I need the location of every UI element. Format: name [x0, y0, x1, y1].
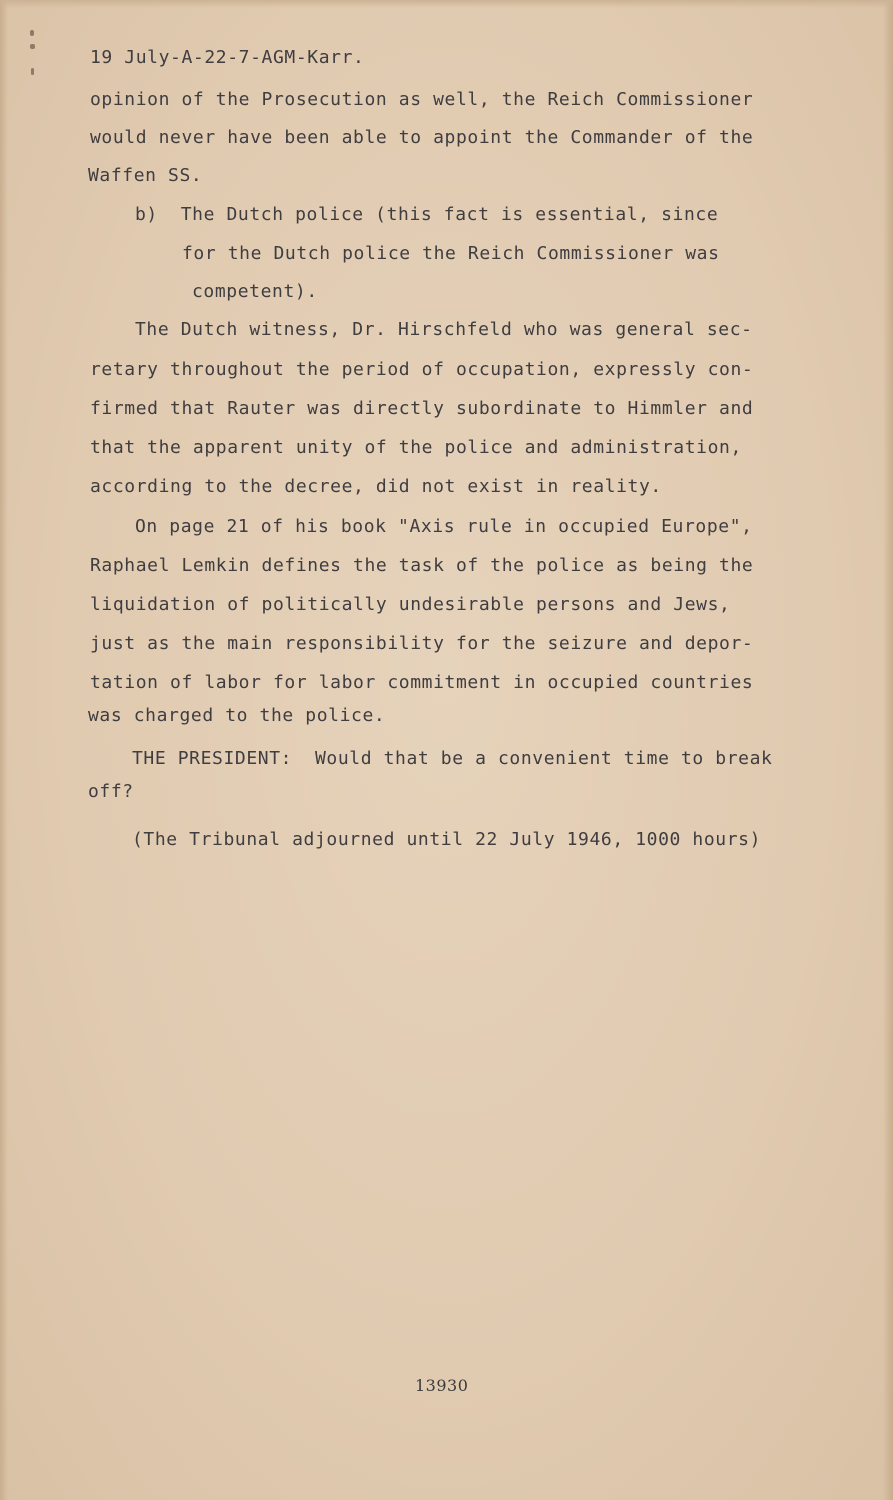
- text-line: opinion of the Prosecution as well, the Reich Commissioner: [90, 89, 754, 110]
- text-line: liquidation of politically undesirable persons and Jews,: [90, 594, 731, 615]
- text-line: was charged to the police.: [88, 705, 386, 726]
- text-line: (The Tribunal adjourned until 22 July 1946, 1000 hours): [132, 829, 762, 850]
- text-line: competent).: [192, 281, 318, 302]
- page-edge-shadow-left: [0, 0, 8, 1500]
- page-edge-shadow-right: [883, 0, 893, 1500]
- text-line: tation of labor for labor commitment in occupied countries: [90, 672, 754, 693]
- text-line: according to the decree, did not exist in reality.: [90, 476, 662, 497]
- text-line: Raphael Lemkin defines the task of the police as being the: [90, 555, 754, 576]
- binding-mark: [30, 44, 35, 49]
- text-line: Waffen SS.: [88, 165, 203, 186]
- text-line: retary throughout the period of occupation, expressly con-: [90, 359, 754, 380]
- text-line: firmed that Rauter was directly subordinate to Himmler and: [90, 398, 754, 419]
- text-line: that the apparent unity of the police and administration,: [90, 437, 742, 458]
- binding-mark: [30, 30, 34, 36]
- document-header: 19 July-A-22-7-AGM-Karr.: [90, 47, 365, 68]
- text-line: would never have been able to appoint the Commander of the: [90, 127, 754, 148]
- text-line: off?: [88, 781, 134, 802]
- text-line: On page 21 of his book "Axis rule in occupied Europe",: [135, 516, 753, 537]
- text-line: for the Dutch police the Reich Commissioner was: [182, 243, 720, 264]
- text-line: THE PRESIDENT: Would that be a convenient time to break: [132, 748, 773, 769]
- page-edge-shadow-top: [0, 0, 893, 8]
- binding-mark: [31, 68, 34, 75]
- text-line: just as the main responsibility for the seizure and depor-: [90, 633, 754, 654]
- text-line: b) The Dutch police (this fact is essential, since: [135, 204, 719, 225]
- text-line: The Dutch witness, Dr. Hirschfeld who was general sec-: [135, 319, 753, 340]
- page-number: 13930: [415, 1376, 469, 1395]
